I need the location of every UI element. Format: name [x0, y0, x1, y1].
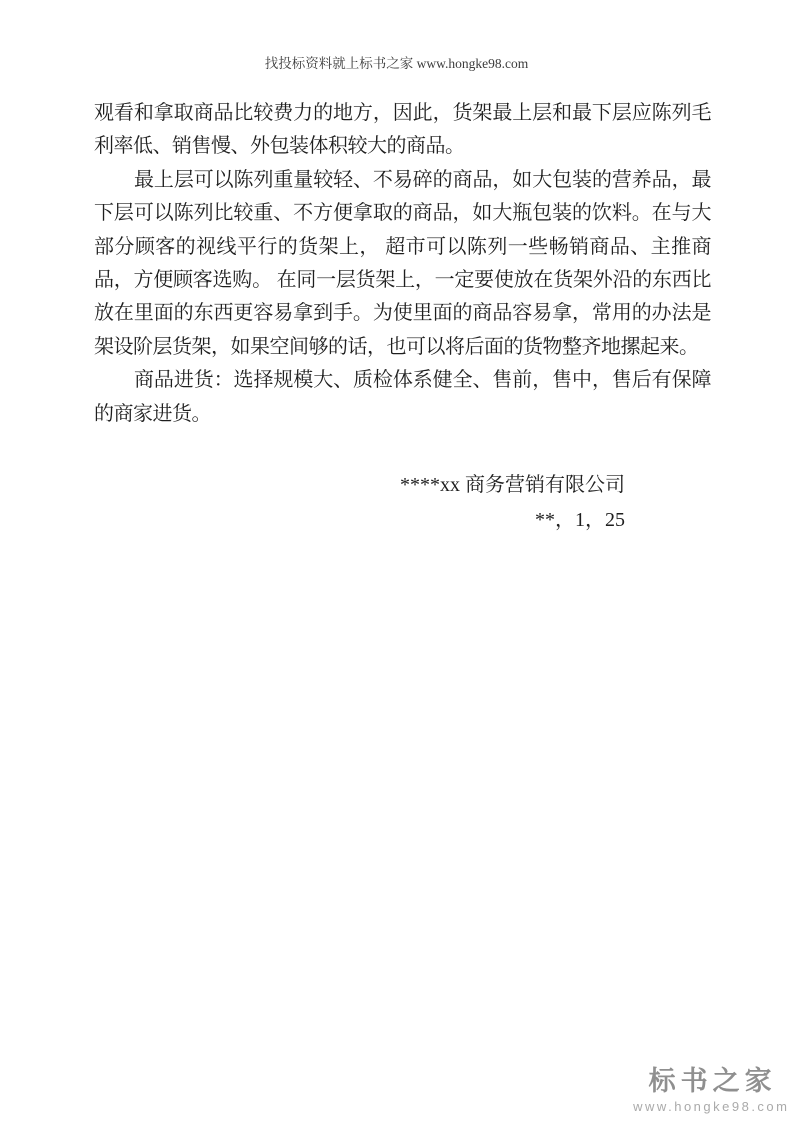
header-site-text: 找投标资料就上标书之家 www.hongke98.com	[264, 56, 529, 71]
signature-company: ****xx 商务营销有限公司	[400, 474, 625, 497]
body-paragraph: 商品进货：选择规模大、质检体系健全、售前，售中，售后有保障的商家进货。	[94, 369, 711, 425]
body-paragraph: 最上层可以陈列重量较轻、不易碎的商品，如大包装的营养品，最下层可以陈列比较重、不方便拿取的商品，如大瓶包装的饮料。在与大部分顾客的视线平行的货架上， 超市可以陈列一些畅销商品、主推商品，方便顾客选购。 在同一层货架上，一定要使放在货架外沿的东西比放在里面的东西更容易拿到手。为使里面的商品容易拿，常用的办法是架设阶层货架，如果空间够的话，也可以将后面的货物整齐地摞起来。	[94, 168, 711, 358]
document-body	[94, 97, 711, 538]
page-header	[0, 52, 793, 72]
watermark-url: www.hongke98.com	[633, 1098, 790, 1114]
body-paragraph: 观看和拿取商品比较费力的地方，因此，货架最上层和最下层应陈列毛利率低、销售慢、外包装体积较大的商品。	[94, 102, 711, 158]
signature-date: **，1，25	[535, 509, 625, 532]
watermark	[633, 1066, 790, 1114]
signature-block	[94, 468, 711, 538]
watermark-logo-text: 标书之家	[648, 1066, 777, 1097]
